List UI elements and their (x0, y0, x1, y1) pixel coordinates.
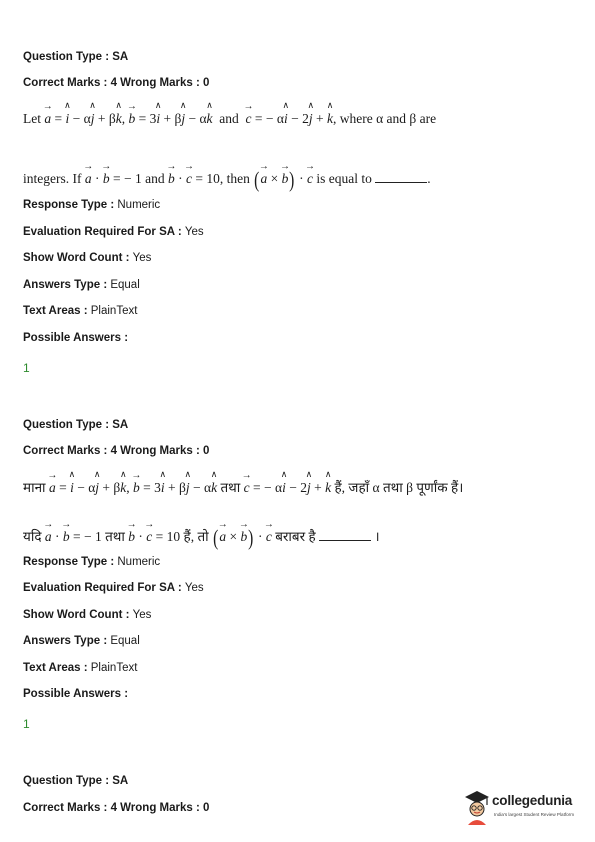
text-areas-2: Text Areas : PlainText (23, 662, 138, 674)
question-type-3: Question Type : SA (23, 775, 129, 787)
collegedunia-logo (462, 787, 586, 829)
question-1-line-1: Let → a = ∧ i − α∧ j + β∧ k, → b = 3∧ i + β∧ j − α∧ k and → c = − α∧ i − 2∧ j + ∧ k, where α and β are (23, 112, 436, 126)
possible-answers-1: Possible Answers : (23, 332, 129, 344)
graduate-mascot-icon (462, 787, 492, 827)
marks-1: Correct Marks : 4 Wrong Marks : 0 (23, 77, 210, 89)
possible-answers-2: Possible Answers : (23, 688, 129, 700)
logo-wordmark: collegedunia (492, 793, 573, 808)
answers-type-1: Answers Type : Equal (23, 279, 140, 291)
question-type-1: Question Type : SA (23, 51, 129, 63)
question-1-line-2: integers. If → a · → b = − 1 and → b · → c = 10, then (→ a × → b) · → c is equal to . (23, 169, 431, 191)
response-type-1: Response Type : Numeric (23, 199, 161, 211)
question-2-line-1: माना → a = ∧ i − α∧ j + β∧ k, → b = 3∧ i + β∧ j − α∧ k तथा → c = − α∧ i − 2∧ j + ∧ k हैं, जहाँ α तथा β पूर्णांक हैं। (23, 481, 463, 495)
question-type-2: Question Type : SA (23, 419, 129, 431)
word-count-1: Show Word Count : Yes (23, 252, 152, 264)
word-count-2: Show Word Count : Yes (23, 609, 152, 621)
evaluation-1: Evaluation Required For SA : Yes (23, 226, 204, 238)
evaluation-2: Evaluation Required For SA : Yes (23, 582, 204, 594)
answers-type-2: Answers Type : Equal (23, 635, 140, 647)
marks-2: Correct Marks : 4 Wrong Marks : 0 (23, 445, 210, 457)
answer-value-2: 1 (23, 717, 30, 731)
response-type-2: Response Type : Numeric (23, 556, 161, 568)
text-areas-1: Text Areas : PlainText (23, 305, 138, 317)
marks-3: Correct Marks : 4 Wrong Marks : 0 (23, 802, 210, 814)
answer-value-1: 1 (23, 361, 30, 375)
question-2-line-2: यदि → a · → b = − 1 तथा → b · → c = 10 हैं, तो (→ a × → b) · → c बराबर है । (23, 527, 380, 549)
logo-tagline: India's largest Student Review Platform (494, 812, 575, 817)
